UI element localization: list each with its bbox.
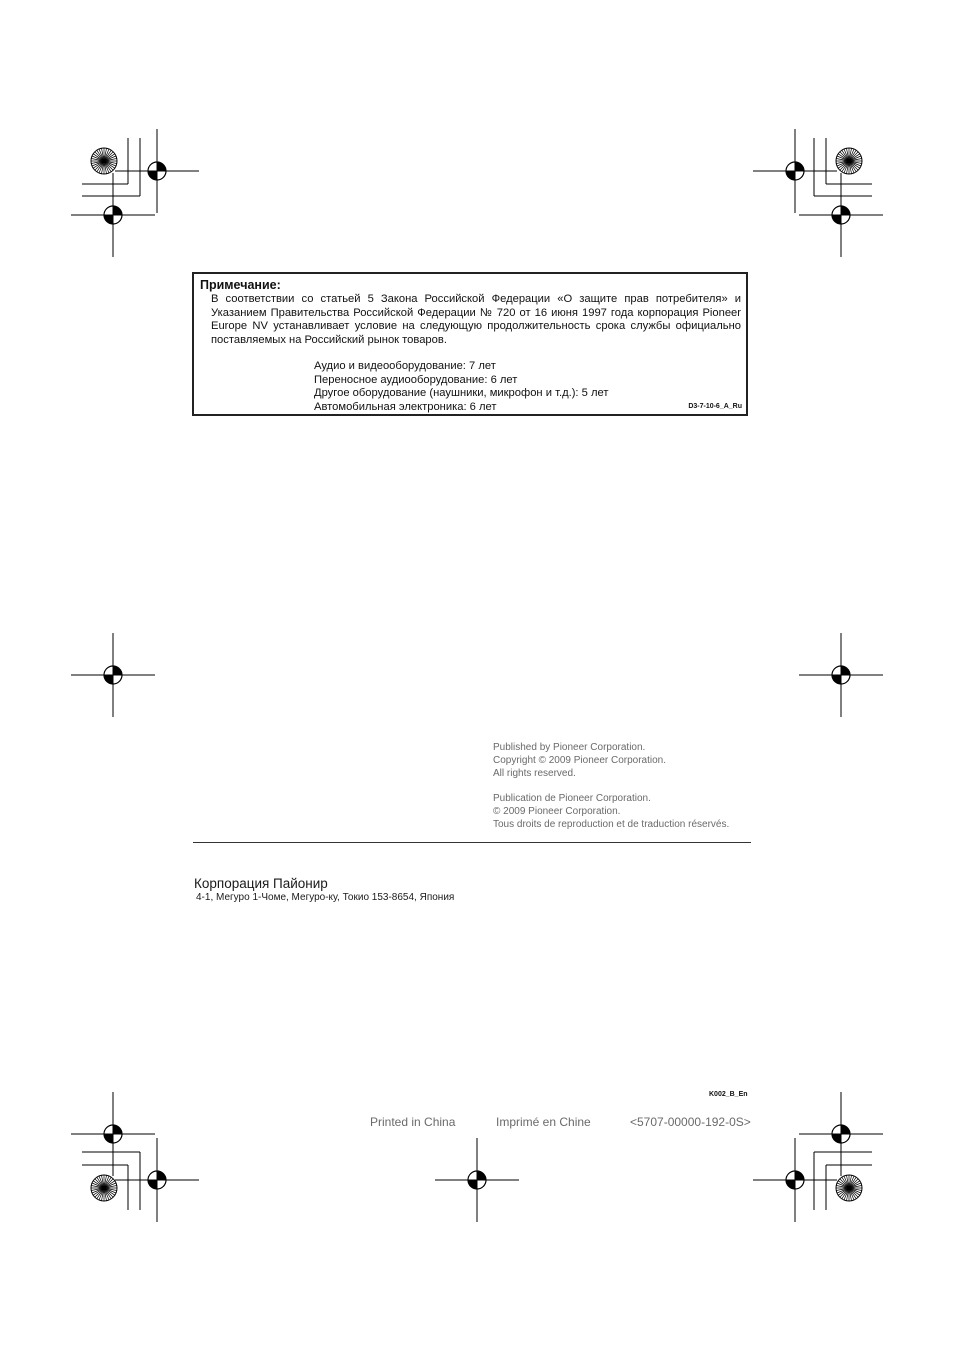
registration-crosshair-icon xyxy=(71,1092,155,1176)
registration-crosshair-icon xyxy=(71,633,155,717)
notice-code: D3-7-10-6_A_Ru xyxy=(688,403,742,410)
registration-crosshair-icon xyxy=(799,633,883,717)
registration-crosshair-icon xyxy=(435,1138,519,1222)
notice-paragraph: В соответствии со статьей 5 Закона Российской Федерации «О защите прав потребителя» и Указанием Правительства Российской Федерации № 720 от 16 июня 1997 года корпорация Pioneer Europe NV устанавливает условие на следующую продолжительность срока службы официально поставляемых на Российский рынок товаров. xyxy=(211,293,741,346)
printed-in-china-en: Printed in China xyxy=(370,1115,456,1129)
part-number: <5707-00000-192-0S> xyxy=(630,1115,751,1129)
notice-service-life-list xyxy=(314,360,608,414)
published-by-fr: Publication de Pioneer Corporation. xyxy=(493,793,651,804)
copyright-fr: © 2009 Pioneer Corporation. xyxy=(493,806,621,817)
registration-crosshair-icon xyxy=(753,129,837,213)
star-target-icon xyxy=(91,148,117,174)
notice-title: Примечание: xyxy=(200,278,281,292)
list-item: Другое оборудование (наушники, микрофон и т.д.): 5 лет xyxy=(314,387,609,400)
rights-en: All rights reserved. xyxy=(493,768,576,779)
publisher-info xyxy=(493,741,729,831)
published-by-en: Published by Pioneer Corporation. xyxy=(493,742,646,753)
corporation-name: Корпорация Пайонир xyxy=(194,876,328,891)
list-item: Аудио и видеооборудование: 7 лет xyxy=(314,360,496,372)
divider xyxy=(193,842,751,843)
star-target-icon xyxy=(836,1175,862,1201)
star-target-icon xyxy=(91,1175,117,1201)
star-target-icon xyxy=(836,148,862,174)
document-code: K002_B_En xyxy=(709,1091,748,1098)
registration-crosshair-icon xyxy=(753,1138,837,1222)
list-item: Автомобильная электроника: 6 лет xyxy=(314,400,497,413)
corporation-address: 4-1, Мегуро 1-Чоме, Мегуро-ку, Токио 153-8654, Япония xyxy=(196,892,455,903)
rights-fr: Tous droits de reproduction et de traduction réservés. xyxy=(493,819,730,830)
copyright-en: Copyright © 2009 Pioneer Corporation. xyxy=(493,755,667,766)
registration-crosshair-icon xyxy=(799,1092,883,1176)
service-life-notice xyxy=(192,272,748,416)
printed-in-china-fr: Imprimé en Chine xyxy=(496,1115,591,1129)
list-item: Переносное аудиооборудование: 6 лет xyxy=(314,373,518,386)
registration-crosshair-icon xyxy=(799,173,883,257)
registration-crosshair-icon xyxy=(71,173,155,257)
